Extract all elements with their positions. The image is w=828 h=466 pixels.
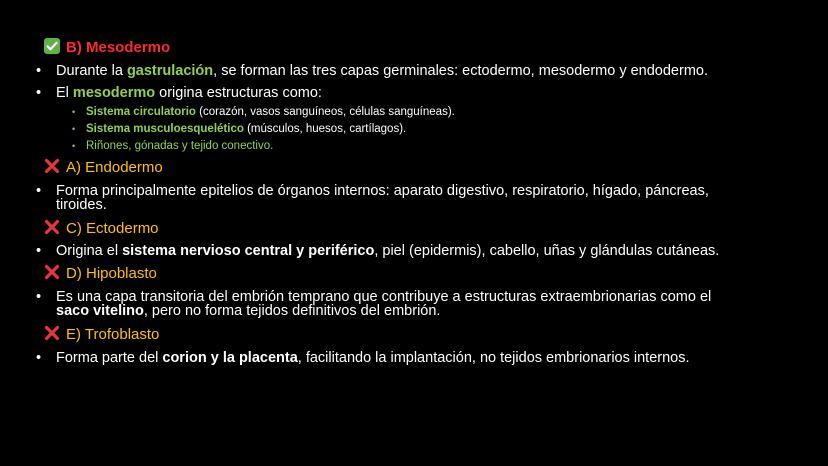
slide: B) Mesodermo • Durante la gastrulación, se forman las tres capas germinales: ectodermo, mesodermo y endodermo. • El mesodermo origina estructuras como: • Sistema circulatorio (corazón, vasos sanguíneos, células sanguíneas). • Sistema musculoesquelético (músculos, huesos, cartílagos). • Riñones, gónadas y tejido conectivo. A) Endodermo • Forma principalmente epitelios de órganos internos: aparato digestivo, respiratorio, hígado, páncreas, tiroides. C) Ectodermo • Origina el sistema nervioso central y periférico, piel (epidermis), cabello, uñas y glándulas cutáneas. D) Hipoblasto • Es una capa transitoria del embrión temprano que contribuye a estructuras extraembrionarias como el saco vitelino, pero no forma tejidos definitivos del embrión. E) Trofoblasto • Forma parte del corion y la placenta, facilitando la implantación, no tejidos embrionarios internos. (36, 39, 720, 366)
keyword-gastrulacion: gastrulación (126, 63, 214, 79)
cross-mark-icon (44, 158, 60, 174)
heading-trofoblasto-title: E) Trofoblasto (66, 326, 160, 343)
heading-endodermo (44, 158, 163, 177)
keyword-sistema-circulatorio: Sistema circulatorio (86, 106, 196, 118)
keyword-sistema-nervioso: sistema nervioso central y periférico (122, 243, 375, 259)
check-mark-icon (44, 38, 60, 54)
heading-mesodermo (44, 38, 170, 57)
heading-hipoblasto-title: D) Hipoblasto (66, 265, 157, 282)
heading-hipoblasto (44, 264, 157, 283)
keyword-sistema-musculoesqueletico: Sistema musculoesquelético (86, 123, 244, 135)
keyword-mesodermo: mesodermo (72, 85, 156, 101)
keyword-corion-placenta: corion y la placenta (162, 350, 298, 366)
cross-mark-icon (44, 325, 60, 341)
cross-mark-icon (44, 264, 60, 280)
heading-ectodermo-title: C) Ectodermo (66, 220, 159, 237)
keyword-saco-vitelino: saco vitelino (56, 303, 144, 319)
heading-trofoblasto (44, 325, 159, 344)
heading-mesodermo-title: B) Mesodermo (66, 39, 171, 56)
heading-ectodermo (44, 219, 159, 238)
cross-mark-icon (44, 219, 60, 235)
heading-endodermo-title: A) Endodermo (66, 159, 163, 176)
